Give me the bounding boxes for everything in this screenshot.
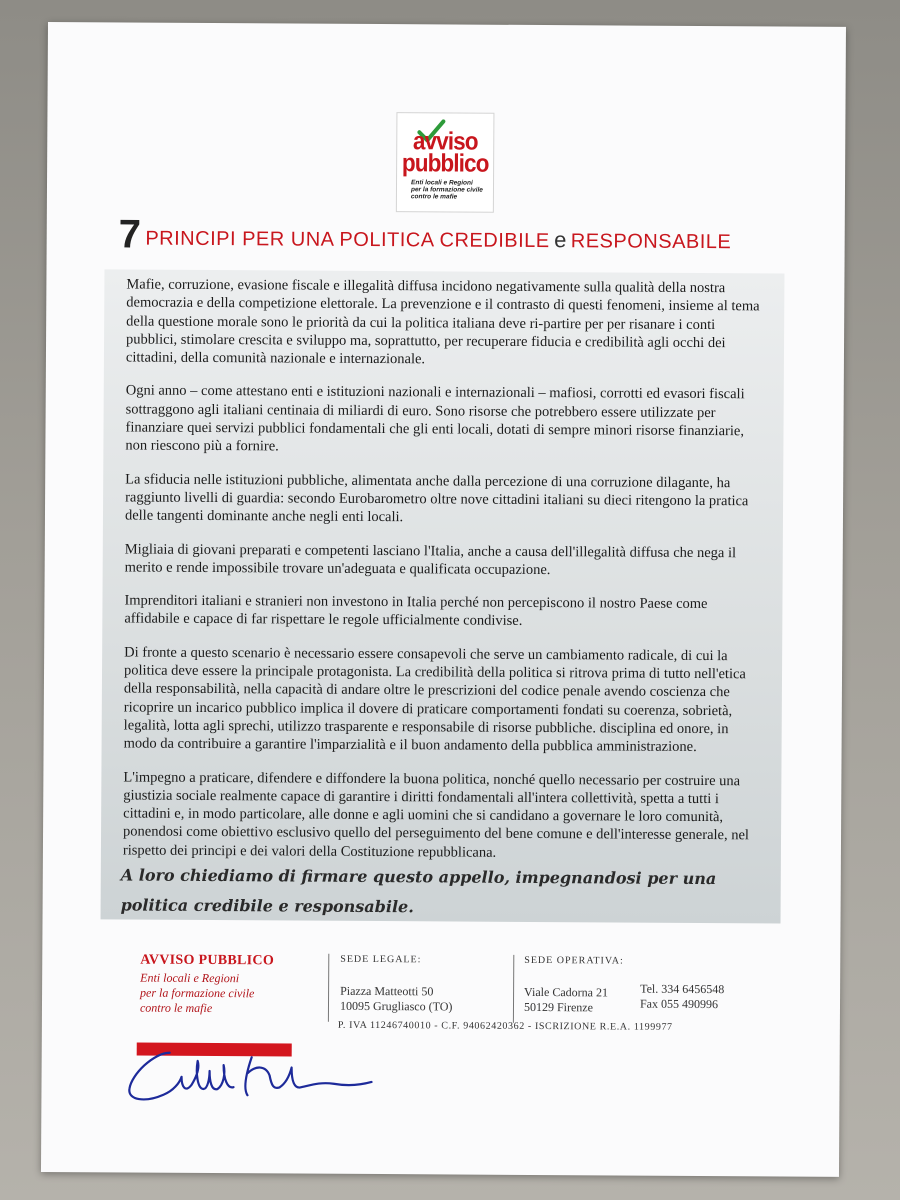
logo-tagline-line: Enti locali e Regioni xyxy=(411,179,473,187)
address-line: Piazza Matteotti 50 xyxy=(340,983,434,999)
paragraph: Di fronte a questo scenario è necessario essere consapevoli che serve un cambiamento radicale, di cui la politica deve essere la principale protagonista. La credibilità della politica si ritrova prima di tutto nell'etica della responsabilità, nella capacità di andare oltre le prescrizioni del codice penale avendo coscienza che ricoprire un incarico pubblico implica il dovere di praticare comportamenti fondati su coerenza, sobrietà, legalità, lotta agli sprechi, utilizzo trasparente e responsabile di risorse pubbliche. disciplina ed onore, in modo da contribuire a garantire l'imparzialità e il buon andamento della pubblica amministrazione. xyxy=(123,644,746,756)
footer-org-subtitle-line: contro le mafie xyxy=(139,1000,213,1016)
sede-operativa-label: SEDE OPERATIVA: xyxy=(524,954,624,967)
title-connector: e xyxy=(554,227,567,253)
fiscal-info: P. IVA 11246740010 - C.F. 94062420362 - ISCRIZIONE R.E.A. 1199977 xyxy=(337,1019,673,1033)
paragraph: Ogni anno – come attestano enti e istituzioni nazionali e internazionali – mafiosi, corrotti ed evasori fiscali sottraggono agli italiani centinaia di miliardi di euro. Sono risorse che potrebbero essere utilizzate per finanziare quei servizi pubblici fondamentali che gli enti locali, dotati di sempre minori risorse finanziarie, non riescono più a fornire. xyxy=(125,382,745,455)
sede-legale-label: SEDE LEGALE: xyxy=(340,953,422,966)
phone-number: Tel. 334 6456548 xyxy=(640,981,725,997)
address-line: 10095 Grugliasco (TO) xyxy=(339,998,453,1014)
avviso-pubblico-logo xyxy=(396,112,495,213)
document-page xyxy=(41,22,846,1177)
sede-legale-address xyxy=(340,984,453,1015)
appeal-statement: A loro chiediamo di firmare questo appello, impegnandosi per una politica credibile e responsabile. xyxy=(120,865,717,917)
fax-number: Fax 055 490996 xyxy=(639,996,719,1012)
title-part-2: RESPONSABILE xyxy=(570,230,732,254)
sede-operativa-address xyxy=(524,985,608,1016)
handwritten-signature xyxy=(123,1044,383,1108)
footer-divider xyxy=(513,955,514,1023)
title-part-1: PRINCIPI PER UNA POLITICA CREDIBILE xyxy=(145,227,550,253)
logo-tagline-line: per la formazione civile xyxy=(410,186,483,194)
paragraph: L'impegno a praticare, difendere e diffondere la buona politica, nonché quello necessario per costruire una giustizia sociale realmente capace di garantire i diritti fondamentali all'intera collettività, spetta a tutti i cittadini e, in modo particolare, alle donne e agli uomini che si candidano a governare le loro comunità, ponendosi come obiettivo esclusivo quello del perseguimento del bene comune e dell'interesse generale, nel rispetto dei principi e dei valori della Costituzione repubblicana. xyxy=(122,769,750,861)
footer-org-subtitle-line: Enti locali e Regioni xyxy=(140,970,240,986)
footer-divider xyxy=(328,954,329,1022)
title-number: 7 xyxy=(118,212,142,257)
footer-contacts xyxy=(640,982,724,1013)
address-line: Viale Cadorna 21 xyxy=(524,984,609,1000)
footer-org-name: AVVISO PUBBLICO xyxy=(140,952,275,969)
footer-org-subtitle xyxy=(140,971,290,1017)
principles-text-box xyxy=(101,269,785,923)
footer-org-subtitle-line: per la formazione civile xyxy=(140,985,255,1001)
paragraph: Mafie, corruzione, evasione fiscale e illegalità diffusa incidono negativamente sulla qualità della nostra democrazia e della competizione elettorale. La prevenzione e il contrasto di questi fenomeni, insieme al tema della questione morale sono le priorità da cui la politica italiana deve ri-partire per per risanare i conti pubblici, stimolare crescita e sviluppo ma, soprattutto, per recuperare fiducia e credibilità agli occhi dei cittadini, della comunità nazionale e internazionale. xyxy=(125,276,760,368)
logo-line-2: pubblico xyxy=(401,149,489,178)
paragraph: Imprenditori italiani e stranieri non investono in Italia perché non percepiscono il nostro Paese come affidabile e capace di far rispettare le regole ufficialmente condivise. xyxy=(124,592,708,630)
letterhead-footer xyxy=(140,941,781,1055)
address-line: 50129 Firenze xyxy=(523,999,594,1015)
paragraph: La sfiducia nelle istituzioni pubbliche, alimentata anche dalla percezione di una corruzione dilagante, ha raggiunto livelli di guardia: secondo Eurobarometro oltre nove cittadini italiani su dieci ritengono la pratica delle tangenti dominante anche negli enti locali. xyxy=(124,471,749,526)
logo-tagline xyxy=(411,179,485,200)
paragraph: Migliaia di giovani preparati e competenti lasciano l'Italia, anche a causa dell'illegalità diffusa che nega il merito e rende impossibile trovare un'adeguata e qualificata occupazione. xyxy=(124,541,737,578)
logo-tagline-line: contro le mafie xyxy=(410,193,458,201)
logo-line-1: avviso xyxy=(412,127,478,156)
page-title xyxy=(119,212,779,261)
